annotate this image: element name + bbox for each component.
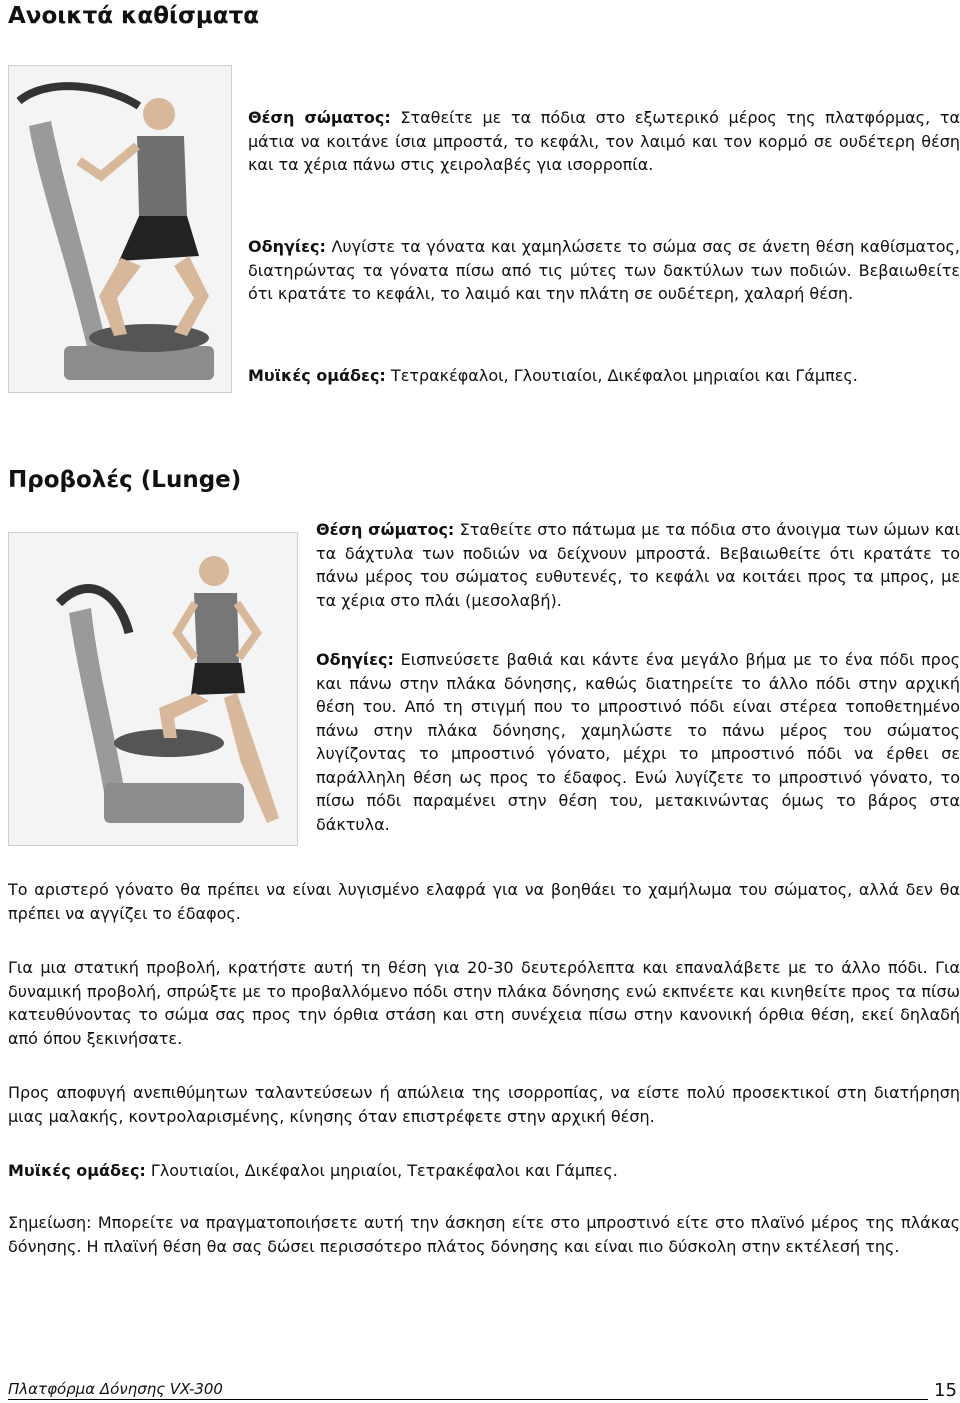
lunge-avoid-note: Προς αποφυγή ανεπιθύμητων ταλαντεύσεων ή απώλεια της ισορροπίας, να είστε πολύ προσεκτικοί στη διατήρηση μιας μαλακής, κοντρολαρισμένης, κίνησης όταν επιστρέφετε στην αρχική θέση. [8, 1083, 960, 1126]
label-body-position: Θέση σώματος: [248, 108, 391, 127]
squat-instructions-text: Λυγίστε τα γόνατα και χαμηλώσετε το σώμα σας σε άνετη θέση καθίσματος, διατηρώντας τα γόνατα πίσω από τις μύτες των δακτύλων των ποδιών. Βεβαιωθείτε ότι κρατάτε το κεφάλι, το λαιμό και την πλάτη σε ουδέτερη, χαλαρή θέση. [248, 237, 960, 303]
squat-body-position-text: Σταθείτε με τα πόδια στο εξωτερικό μέρος της πλατφόρμας, τα μάτια να κοιτάνε ίσια μπροστά, το κεφάλι, τον λαιμό και τον κορμό σε ουδέτερη θέση και τα χέρια πάνω στις χειρολαβές για ισορροπία. [248, 108, 960, 174]
lunge-static-dynamic: Για μια στατική προβολή, κρατήστε αυτή τη θέση για 20-30 δευτερόλεπτα και επαναλάβετε με το άλλο πόδι. Για δυναμική προβολή, σπρώξτε με το προβαλλόμενο πόδι στην πλάκα δόνησης ενώ εκπνέετε και κινηθείτε προς τα πίσω κατευθύνοντας το σώμα σας προς την όρθια στάση και στη συνέχεια πίσω στην κανονική όρθια θέση, εκεί δηλαδή από όπου ξεκινήσατε. [8, 958, 960, 1048]
label-muscles-2: Μυϊκές ομάδες: [8, 1161, 146, 1180]
squat-figure-photo [8, 65, 232, 393]
lunge-instructions [316, 648, 960, 836]
squat-instructions [248, 235, 960, 306]
lunge-side-note: Σημείωση: Μπορείτε να πραγματοποιήσετε αυτή την άσκηση είτε στο μπροστινό είτε στο πλαϊνό μέρος της πλάκας δόνησης. Η πλαϊνή θέση θα σας δώσει περισσότερο πλάτος δόνησης και είναι πιο δύσκολη στην εκτέλεσή της. [8, 1213, 960, 1256]
lunge-muscles [8, 1159, 960, 1183]
label-instructions: Οδηγίες: [248, 237, 326, 256]
lunge-figure-photo [8, 532, 298, 846]
lunge-body-position-text: Σταθείτε στο πάτωμα με τα πόδια στο άνοιγμα των ώμων και τα δάχτυλα των ποδιών να δείχνουν μπροστά. Βεβαιωθείτε ότι κρατάτε το πάνω μέρος του σώματος ευθυτενές, το κεφάλι να κοιτάει προς τα μπρος, με τα χέρια στο πλάι (μεσολαβή). [316, 520, 960, 610]
page-number: 15 [934, 1380, 957, 1401]
lunge-knee-note: Το αριστερό γόνατο θα πρέπει να είναι λυγισμένο ελαφρά για να βοηθάει το χαμήλωμα του σώματος, αλλά δεν θα πρέπει να αγγίζει το έδαφος. [8, 880, 960, 923]
footer-title: Πλατφόρμα Δόνησης VX-300 [8, 1380, 223, 1398]
section-title-lunge: Προβολές (Lunge) [8, 467, 242, 493]
squat-muscles [248, 364, 960, 388]
section-title-squats: Ανοικτά καθίσματα [8, 3, 260, 29]
footer-rule [8, 1399, 928, 1400]
lunge-muscles-text: Γλουτιαίοι, Δικέφαλοι μηριαίοι, Τετρακέφαλοι και Γάμπες. [145, 1161, 618, 1180]
label-muscles: Μυϊκές ομάδες: [248, 366, 386, 385]
label-body-position-2: Θέση σώματος: [316, 520, 455, 539]
lunge-body-position [316, 518, 960, 612]
lunge-instructions-text: Εισπνεύσετε βαθιά και κάντε ένα μεγάλο βήμα με το ένα πόδι προς και πάνω στην πλάκα δόνησης, καθώς διατηρείτε το άλλο πόδι στην αρχική θέση του. Από τη στιγμή που το μπροστινό πόδι είναι στέρεα τοποθετημένο πάνω στην πλάκα δόνησης, χαμηλώστε το πάνω μέρος του σώματος λυγίζοντας το μπροστινό γόνατο, μέχρι το μπροστινό πόδι να έρθει σε παράλληλη θέση ως προς το έδαφος. Ενώ λυγίζετε το μπροστινό γόνατο, το πίσω πόδι παραμένει στην θέση του, μετακινώντας όμως το βάρος στα δάκτυλα. [316, 650, 960, 834]
label-instructions-2: Οδηγίες: [316, 650, 394, 669]
squat-muscles-text: Τετρακέφαλοι, Γλουτιαίοι, Δικέφαλοι μηριαίοι και Γάμπες. [385, 366, 858, 385]
squat-body-position [248, 106, 960, 177]
